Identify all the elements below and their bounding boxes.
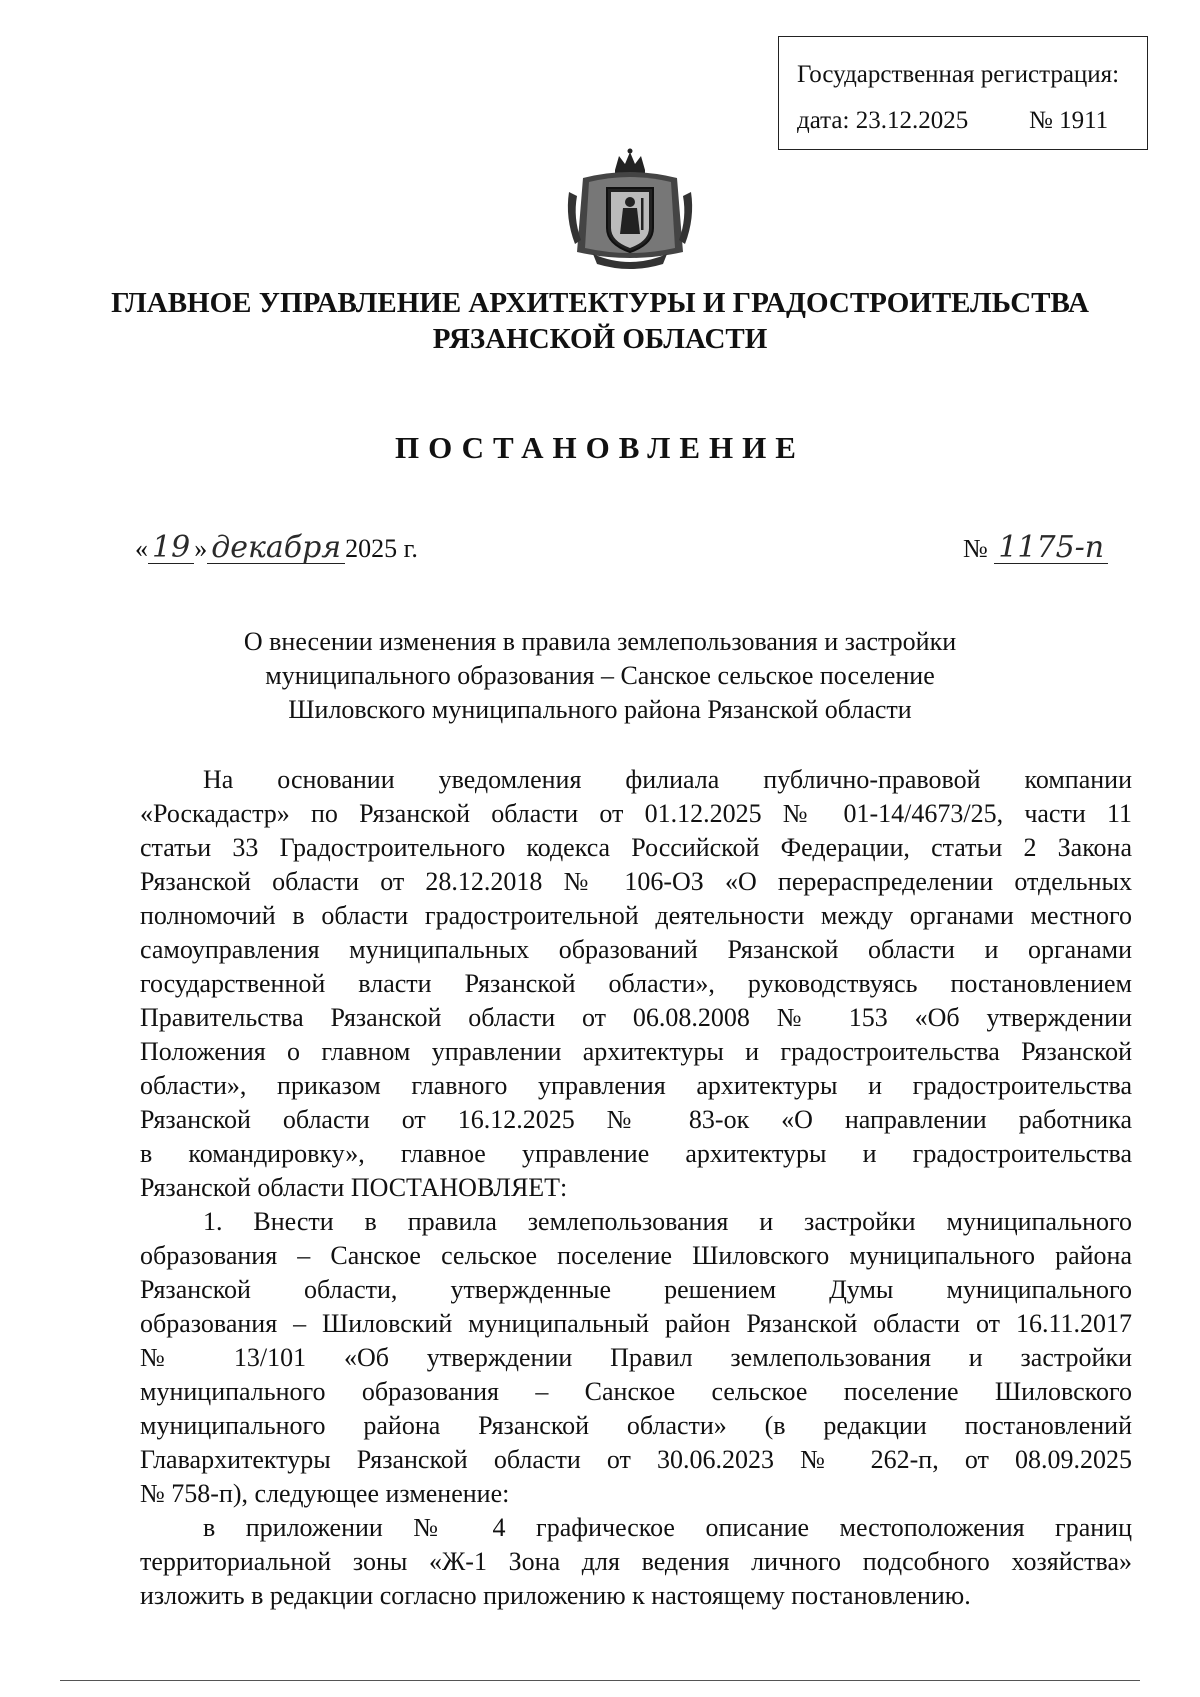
body-line: образования – Шиловский муниципальный район Рязанской области от 16.11.2017 xyxy=(140,1309,1132,1338)
body-line: На основании уведомления филиала публично-правовой компании xyxy=(203,765,1132,794)
decree-month-handwritten: декабря xyxy=(207,533,345,564)
body-line: 1. Внести в правила землепользования и застройки муниципального xyxy=(203,1207,1132,1236)
decree-number xyxy=(963,530,1108,565)
decree-day-handwritten: 19 xyxy=(148,533,194,564)
decree-year: 2025 г. xyxy=(345,534,418,563)
body-line: в приложении № 4 графическое описание местоположения границ xyxy=(203,1513,1132,1542)
body-line: образования – Санское сельское поселение Шиловского муниципального района xyxy=(140,1241,1132,1270)
body-line: Главархитектуры Рязанской области от 30.06.2023 № 262-п, от 08.09.2025 xyxy=(140,1445,1132,1474)
body-line: изложить в редакции согласно приложению к настоящему постановлению. xyxy=(140,1581,971,1610)
subject-line-2: муниципального образования – Санское сельское поселение xyxy=(265,661,935,690)
quote-open: « xyxy=(135,534,148,563)
organization-name-line-1: ГЛАВНОЕ УПРАВЛЕНИЕ АРХИТЕКТУРЫ И ГРАДОСТРОИТЕЛЬСТВА xyxy=(111,287,1089,319)
registration-title: Государственная регистрация: xyxy=(797,61,1120,88)
body-line: статьи 33 Градостроительного кодекса Российской Федерации, статьи 2 Закона xyxy=(140,833,1132,862)
decree-number-handwritten: 1175-п xyxy=(994,533,1108,564)
decree-date xyxy=(135,530,418,565)
quote-close: » xyxy=(194,534,208,563)
body-line: территориальной зоны «Ж-1 Зона для ведения личного подсобного хозяйства» xyxy=(140,1547,1132,1576)
subject-line-1: О внесении изменения в правила землепользования и застройки xyxy=(243,627,957,656)
body-line: муниципального района Рязанской области» (в редакции постановлений xyxy=(140,1411,1132,1440)
body-line: муниципального образования – Санское сельское поселение Шиловского xyxy=(140,1377,1132,1406)
body-line: Правительства Рязанской области от 06.08.2008 № 153 «Об утверждении xyxy=(140,1003,1132,1032)
ryazan-coat-of-arms-icon xyxy=(563,148,697,270)
body-line: полномочий в области градостроительной деятельности между органами местного xyxy=(140,901,1132,930)
body-line: № 13/101 «Об утверждении Правил землепользования и застройки xyxy=(140,1343,1132,1372)
body-line: области», приказом главного управления архитектуры и градостроительства xyxy=(140,1071,1132,1100)
body-line: Рязанской области от 16.12.2025 № 83-ок «О направлении работника xyxy=(140,1105,1132,1134)
body-line: самоуправления муниципальных образований Рязанской области и органами xyxy=(140,935,1132,964)
body-line: Положения о главном управлении архитектуры и градостроительства Рязанской xyxy=(140,1037,1132,1066)
registration-date: дата: 23.12.2025 xyxy=(797,107,969,134)
body-line: в командировку», главное управление архитектуры и градостроительства xyxy=(140,1139,1132,1168)
body-line: Рязанской области ПОСТАНОВЛЯЕТ: xyxy=(140,1173,568,1202)
body-line: № 758-п), следующее изменение: xyxy=(140,1479,510,1508)
registration-number: № 1911 xyxy=(1029,107,1109,134)
body-line: Рязанской области, утвержденные решением Думы муниципального xyxy=(140,1275,1132,1304)
organization-name-line-2: РЯЗАНСКОЙ ОБЛАСТИ xyxy=(432,323,768,355)
registration-stamp xyxy=(778,36,1148,150)
body-line: государственной власти Рязанской области», руководствуясь постановлением xyxy=(140,969,1132,998)
subject-line-3: Шиловского муниципального района Рязанской области xyxy=(288,695,912,724)
document-type-title: ПОСТАНОВЛЕНИЕ xyxy=(395,430,805,465)
body-line: «Роскадастр» по Рязанской области от 01.12.2025 № 01-14/4673/25, части 11 xyxy=(140,799,1132,828)
page-bottom-rule xyxy=(60,1680,1140,1681)
body-line: Рязанской области от 28.12.2018 № 106-ОЗ «О перераспределении отдельных xyxy=(140,867,1132,896)
number-prefix: № xyxy=(963,534,988,563)
